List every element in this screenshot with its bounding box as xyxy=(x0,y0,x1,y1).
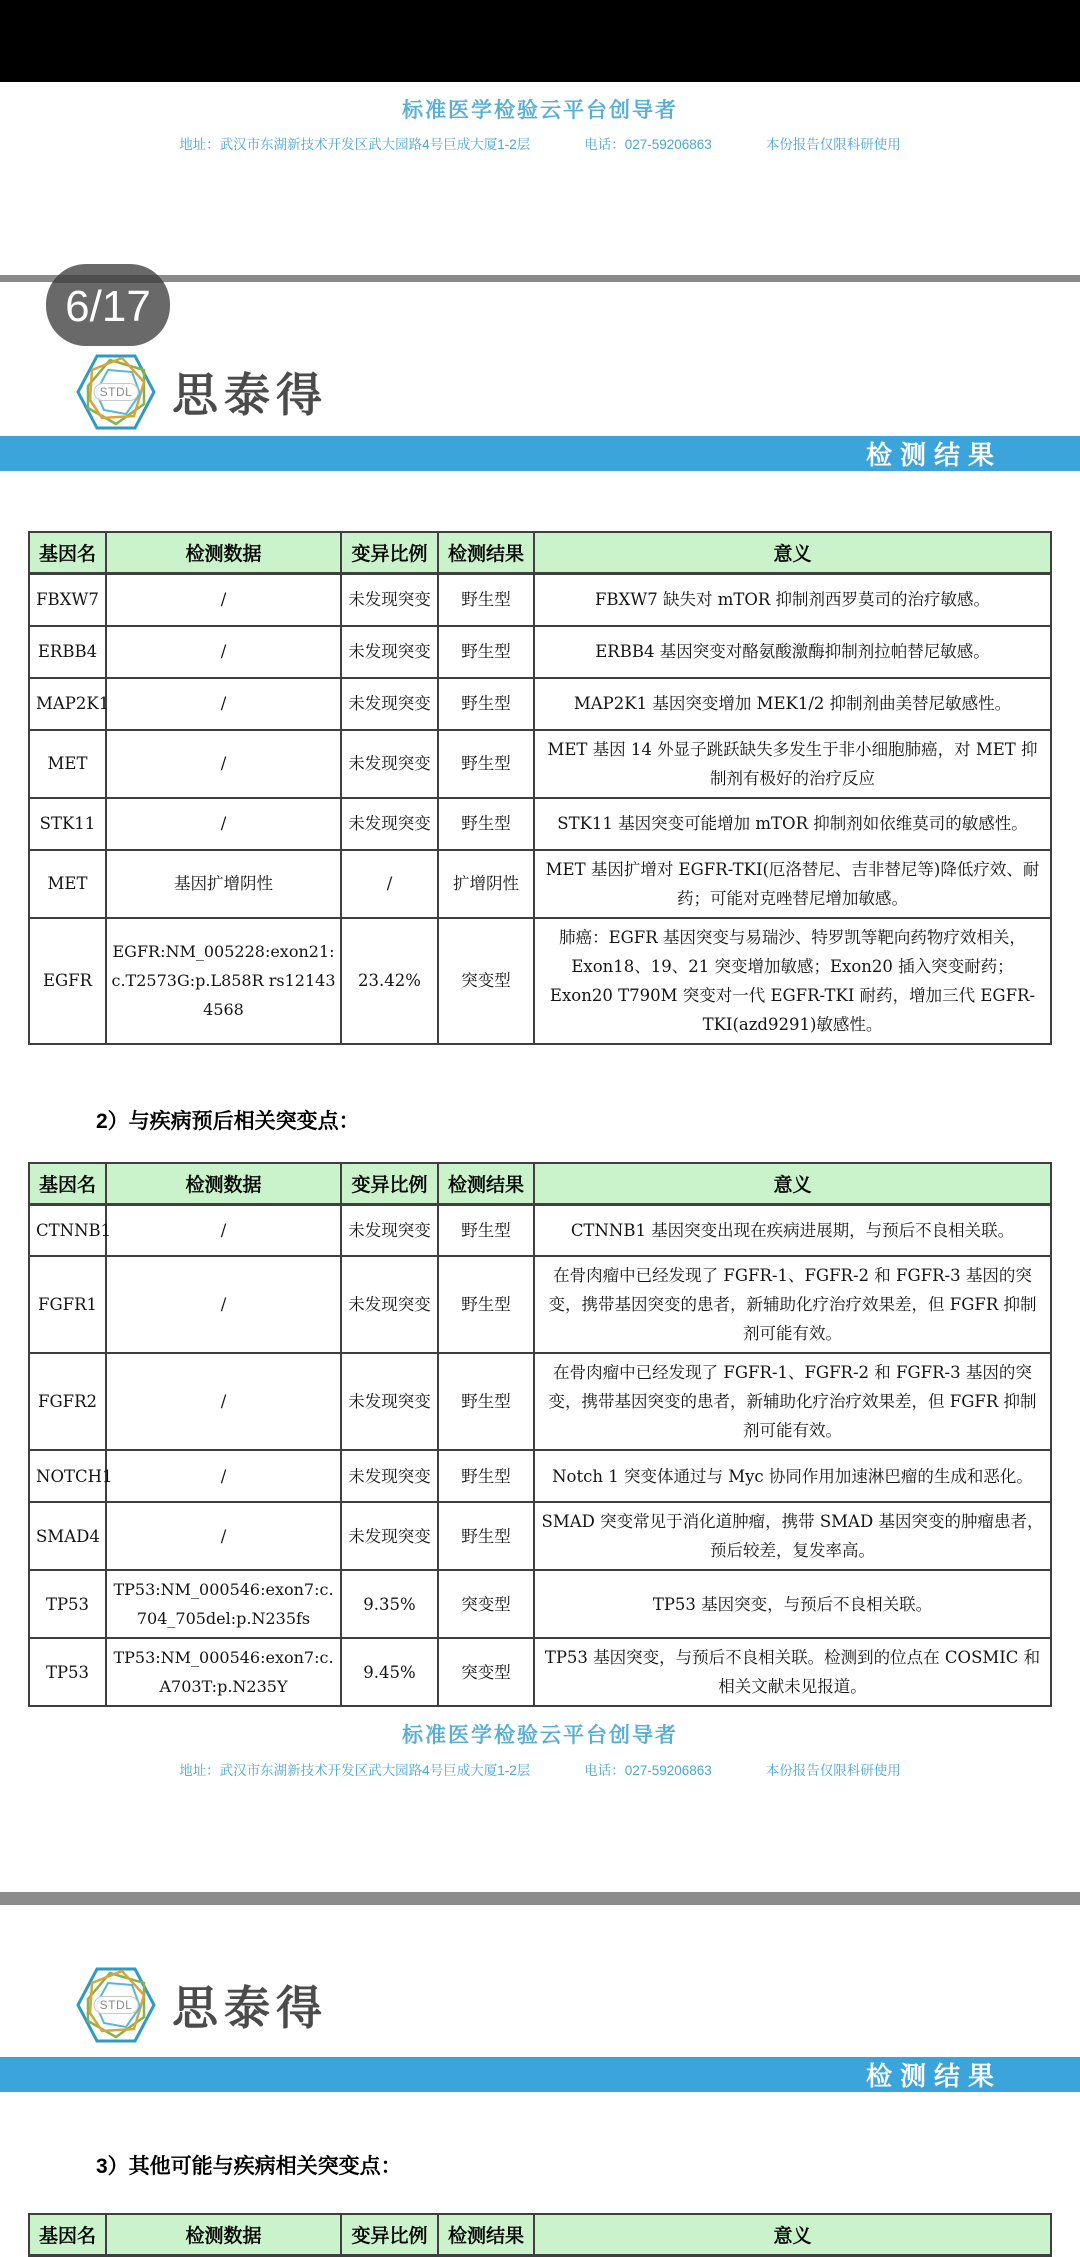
usage-note: 本份报告仅限科研使用 xyxy=(765,137,901,152)
table-row xyxy=(29,1638,1051,1706)
ratio-cell: 未发现突变 xyxy=(341,1353,438,1450)
contact-phone: 电话：027-59206863 xyxy=(584,1763,712,1778)
ratio-cell: 未发现突变 xyxy=(341,1256,438,1353)
data-cell: / xyxy=(106,574,341,626)
table-row xyxy=(29,574,1051,626)
gene-cell: FGFR2 xyxy=(29,1353,106,1450)
result-cell: 野生型 xyxy=(438,1204,534,1256)
ratio-cell: 未发现突变 xyxy=(341,1502,438,1570)
contact-line xyxy=(0,136,1080,154)
result-cell: 野生型 xyxy=(438,1353,534,1450)
data-cell: / xyxy=(106,1256,341,1353)
meaning-cell: MET 基因扩增对 EGFR-TKI(厄洛替尼、吉非替尼等)降低疗效、耐药；可能对克唑替尼增加敏感。 xyxy=(534,850,1051,918)
logo-badge-label: STDL xyxy=(94,1996,139,2014)
column-header: 基因名 xyxy=(29,532,106,574)
data-cell: / xyxy=(106,678,341,730)
data-cell: TP53:NM_000546:exon7:c.704_705del:p.N235fs xyxy=(106,1570,341,1638)
page-number-badge: 6/17 xyxy=(46,264,170,346)
meaning-cell: 在骨肉瘤中已经发现了 FGFR-1、FGFR-2 和 FGFR-3 基因的突变，携带基因突变的患者，新辅助化疗治疗效果差，但 FGFR 抑制剂可能有效。 xyxy=(534,1256,1051,1353)
gene-cell: CTNNB1 xyxy=(29,1204,106,1256)
brand-logo-text: 思泰得 xyxy=(172,1982,328,2034)
meaning-cell: CTNNB1 基因突变出现在疾病进展期，与预后不良相关联。 xyxy=(534,1204,1051,1256)
column-header: 基因名 xyxy=(29,2214,106,2256)
ratio-cell: 未发现突变 xyxy=(341,798,438,850)
ratio-cell: 9.45% xyxy=(341,1638,438,1706)
table-row xyxy=(29,678,1051,730)
column-header: 意义 xyxy=(534,2214,1051,2256)
column-header: 检测结果 xyxy=(438,1163,534,1205)
results-table-2 xyxy=(28,1162,1052,1708)
result-cell: 野生型 xyxy=(438,730,534,798)
page-break-bar xyxy=(0,1892,1080,1905)
gene-cell: FBXW7 xyxy=(29,574,106,626)
result-cell: 突变型 xyxy=(438,1570,534,1638)
data-cell: / xyxy=(106,1502,341,1570)
contact-address: 地址：武汉市东湖新技术开发区武大园路4号巨成大厦1-2层 xyxy=(179,137,531,152)
top-black-bar xyxy=(0,0,1080,82)
contact-phone: 电话：027-59206863 xyxy=(584,137,712,152)
data-cell: 基因扩增阴性 xyxy=(106,850,341,918)
table-row xyxy=(29,730,1051,798)
column-header: 变异比例 xyxy=(341,1163,438,1205)
result-cell: 野生型 xyxy=(438,1502,534,1570)
data-cell: TP53:NM_000546:exon7:c.A703T:p.N235Y xyxy=(106,1638,341,1706)
gene-cell: MET xyxy=(29,730,106,798)
section-banner xyxy=(0,436,1080,471)
gene-cell: TP53 xyxy=(29,1638,106,1706)
column-header: 变异比例 xyxy=(341,532,438,574)
brand-logo xyxy=(76,348,1080,436)
column-header: 意义 xyxy=(534,1163,1051,1205)
gene-cell: MAP2K1 xyxy=(29,678,106,730)
footer-contact-line xyxy=(0,1762,1080,1780)
column-header: 检测数据 xyxy=(106,2214,341,2256)
logo-badge-label: STDL xyxy=(94,383,139,401)
column-header: 意义 xyxy=(534,532,1051,574)
data-cell: / xyxy=(106,1353,341,1450)
table-row xyxy=(29,850,1051,918)
result-cell: 野生型 xyxy=(438,574,534,626)
ratio-cell: 未发现突变 xyxy=(341,730,438,798)
result-cell: 野生型 xyxy=(438,626,534,678)
result-cell: 野生型 xyxy=(438,678,534,730)
results-table-1 xyxy=(28,531,1052,1045)
gene-cell: STK11 xyxy=(29,798,106,850)
meaning-cell: ERBB4 基因突变对酪氨酸激酶抑制剂拉帕替尼敏感。 xyxy=(534,626,1051,678)
result-cell: 突变型 xyxy=(438,1638,534,1706)
data-cell: / xyxy=(106,798,341,850)
meaning-cell: TP53 基因突变，与预后不良相关联。 xyxy=(534,1570,1051,1638)
brand-logo-text: 思泰得 xyxy=(172,369,328,421)
gene-cell: ERBB4 xyxy=(29,626,106,678)
result-cell: 突变型 xyxy=(438,918,534,1044)
hexagon-logo-icon xyxy=(76,1961,156,2049)
section-heading-3: 3）其他可能与疾病相关突变点： xyxy=(96,2155,402,2178)
column-header: 检测结果 xyxy=(438,2214,534,2256)
table-row xyxy=(29,1353,1051,1450)
ratio-cell: 未发现突变 xyxy=(341,1450,438,1502)
gene-cell: MET xyxy=(29,850,106,918)
table-row xyxy=(29,626,1051,678)
banner-title: 检测结果 xyxy=(865,2061,1002,2091)
gene-cell: EGFR xyxy=(29,918,106,1044)
data-cell: EGFR:NM_005228:exon21:c.T2573G:p.L858R rs121434568 xyxy=(106,918,341,1044)
meaning-cell: 肺癌：EGFR 基因突变与易瑞沙、特罗凯等靶向药物疗效相关，Exon18、19、21 突变增加敏感；Exon20 插入突变耐药；Exon20 T790M 突变对一代 EGFR-TKI 耐药，增加三代 EGFR-TKI(azd9291)敏感性。 xyxy=(534,918,1051,1044)
column-header: 变异比例 xyxy=(341,2214,438,2256)
meaning-cell: MAP2K1 基因突变增加 MEK1/2 抑制剂曲美替尼敏感性。 xyxy=(534,678,1051,730)
column-header: 检测数据 xyxy=(106,532,341,574)
column-header: 基因名 xyxy=(29,1163,106,1205)
meaning-cell: Notch 1 突变体通过与 Myc 协同作用加速淋巴瘤的生成和恶化。 xyxy=(534,1450,1051,1502)
table-row xyxy=(29,1502,1051,1570)
meaning-cell: TP53 基因突变，与预后不良相关联。检测到的位点在 COSMIC 和相关文献未见报道。 xyxy=(534,1638,1051,1706)
ratio-cell: 未发现突变 xyxy=(341,1204,438,1256)
meaning-cell: FBXW7 缺失对 mTOR 抑制剂西罗莫司的治疗敏感。 xyxy=(534,574,1051,626)
data-cell: / xyxy=(106,626,341,678)
table-row xyxy=(29,1204,1051,1256)
table-row xyxy=(29,918,1051,1044)
ratio-cell: 23.42% xyxy=(341,918,438,1044)
hexagon-logo-icon xyxy=(76,348,156,436)
ratio-cell: 未发现突变 xyxy=(341,626,438,678)
footer-slogan: 标准医学检验云平台创导者 xyxy=(402,1724,678,1747)
section-banner xyxy=(0,2057,1080,2092)
ratio-cell: 9.35% xyxy=(341,1570,438,1638)
gene-cell: TP53 xyxy=(29,1570,106,1638)
table-row xyxy=(29,1256,1051,1353)
meaning-cell: 在骨肉瘤中已经发现了 FGFR-1、FGFR-2 和 FGFR-3 基因的突变，携带基因突变的患者，新辅助化疗治疗效果差，但 FGFR 抑制剂可能有效。 xyxy=(534,1353,1051,1450)
table-row xyxy=(29,1570,1051,1638)
table-row xyxy=(29,798,1051,850)
result-cell: 野生型 xyxy=(438,1450,534,1502)
column-header: 检测结果 xyxy=(438,532,534,574)
section-heading-2: 2）与疾病预后相关突变点： xyxy=(96,1109,360,1133)
result-cell: 扩增阴性 xyxy=(438,850,534,918)
meaning-cell: MET 基因 14 外显子跳跃缺失多发生于非小细胞肺癌，对 MET 抑制剂有极好的治疗反应 xyxy=(534,730,1051,798)
column-header: 检测数据 xyxy=(106,1163,341,1205)
data-cell: / xyxy=(106,730,341,798)
usage-note: 本份报告仅限科研使用 xyxy=(765,1763,901,1778)
brand-logo xyxy=(76,1961,1080,2049)
contact-address: 地址：武汉市东湖新技术开发区武大园路4号巨成大厦1-2层 xyxy=(179,1763,531,1778)
data-cell: / xyxy=(106,1204,341,1256)
gene-cell: FGFR1 xyxy=(29,1256,106,1353)
report-slogan: 标准医学检验云平台创导者 xyxy=(402,99,678,122)
meaning-cell: SMAD 突变常见于消化道肿瘤，携带 SMAD 基因突变的肿瘤患者，预后较差，复发率高。 xyxy=(534,1502,1051,1570)
ratio-cell: 未发现突变 xyxy=(341,678,438,730)
ratio-cell: 未发现突变 xyxy=(341,574,438,626)
result-cell: 野生型 xyxy=(438,798,534,850)
ratio-cell: / xyxy=(341,850,438,918)
table-row xyxy=(29,1450,1051,1502)
banner-title: 检测结果 xyxy=(865,440,1002,470)
gene-cell: NOTCH1 xyxy=(29,1450,106,1502)
results-table-3 xyxy=(28,2213,1052,2257)
gene-cell: SMAD4 xyxy=(29,1502,106,1570)
meaning-cell: STK11 基因突变可能增加 mTOR 抑制剂如依维莫司的敏感性。 xyxy=(534,798,1051,850)
data-cell: / xyxy=(106,1450,341,1502)
result-cell: 野生型 xyxy=(438,1256,534,1353)
